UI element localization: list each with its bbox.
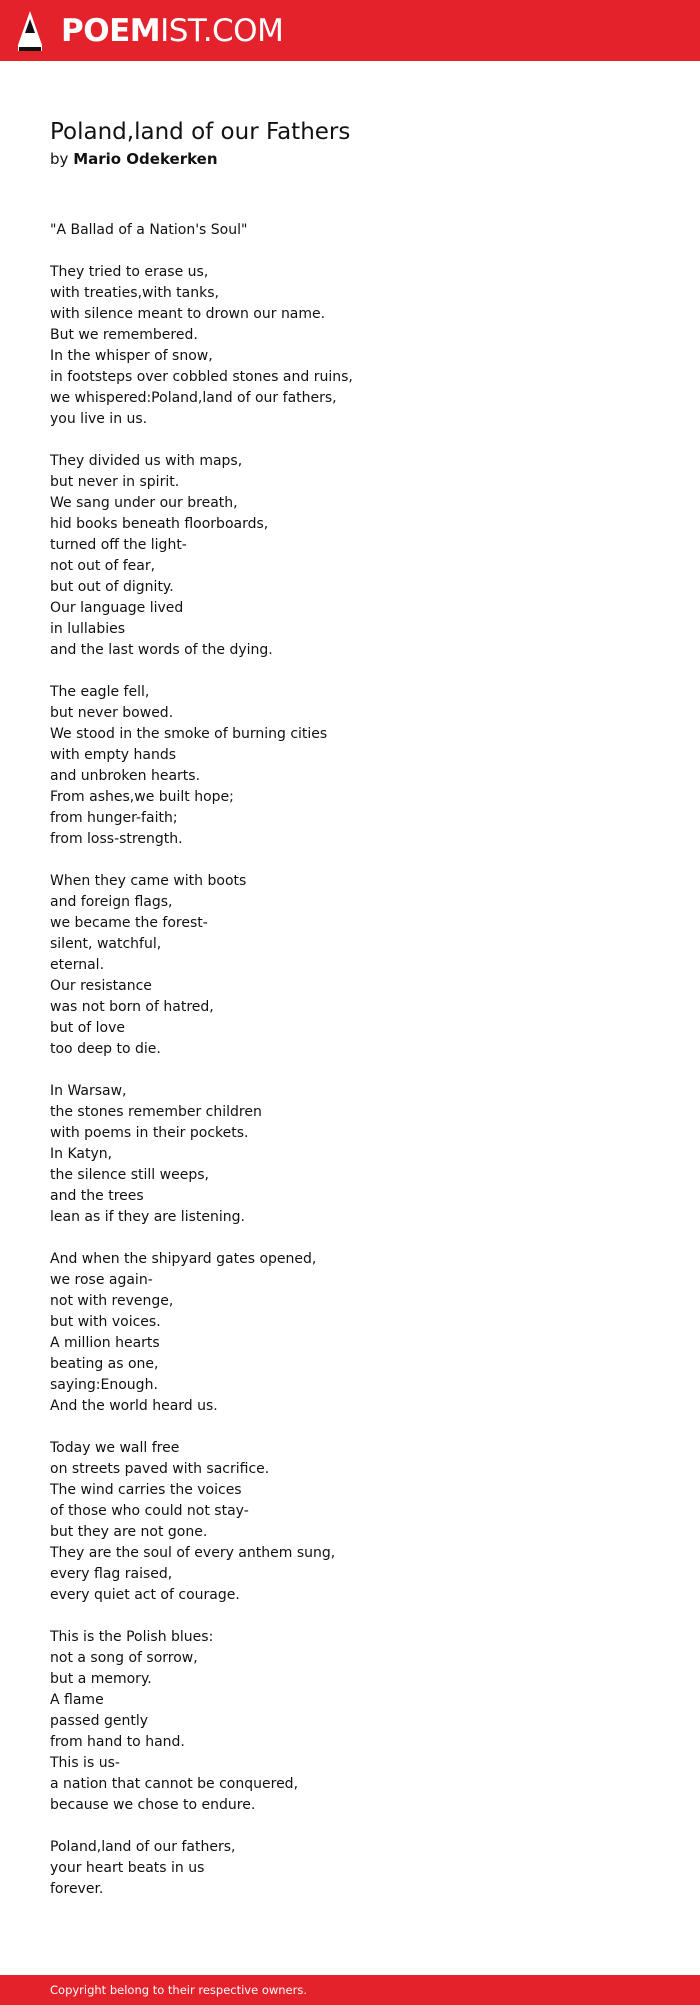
poem-line: every flag raised, xyxy=(50,1566,173,1582)
poem-line: This is the Polish blues: xyxy=(50,1629,214,1645)
poem-line: And the world heard us. xyxy=(50,1398,218,1414)
poem-line: but with voices. xyxy=(50,1314,161,1330)
poem-stanza xyxy=(50,451,650,661)
site-footer xyxy=(0,1975,700,2005)
poem-stanza xyxy=(50,871,650,1060)
poem-stanza xyxy=(50,1249,650,1417)
logo-text-light: IST.COM xyxy=(160,13,284,49)
poem-title: Poland,land of our Fathers xyxy=(50,119,351,145)
poem-line: but a memory. xyxy=(50,1671,152,1687)
poem-body xyxy=(50,220,650,1921)
poem-line: the stones remember children xyxy=(50,1104,262,1120)
poem-line: on streets paved with sacrifice. xyxy=(50,1461,270,1477)
poem-line: but they are not gone. xyxy=(50,1524,208,1540)
poem-line: We sang under our breath, xyxy=(50,495,238,511)
poem-line: Our language lived xyxy=(50,600,184,616)
poem-line: They tried to erase us, xyxy=(50,264,209,280)
poem-line: not out of fear, xyxy=(50,558,156,574)
poem-line: hid books beneath floorboards, xyxy=(50,516,269,532)
poem-line: because we chose to endure. xyxy=(50,1797,256,1813)
poem-line: This is us- xyxy=(50,1755,120,1771)
poem-line: A flame xyxy=(50,1692,104,1708)
poem-line: They divided us with maps, xyxy=(50,453,243,469)
poem-line: and foreign flags, xyxy=(50,894,173,910)
poem-stanza xyxy=(50,262,650,430)
poem-line: from loss-strength. xyxy=(50,831,183,847)
pencil-tip-icon xyxy=(17,11,43,51)
poem-stanza xyxy=(50,1837,650,1900)
poem-line: But we remembered. xyxy=(50,327,198,343)
poem-line: forever. xyxy=(50,1881,104,1897)
poem-line: and unbroken hearts. xyxy=(50,768,201,784)
poem-line: but never in spirit. xyxy=(50,474,180,490)
by-label: by xyxy=(50,150,69,168)
poem-stanza xyxy=(50,682,650,850)
poem-line: with poems in their pockets. xyxy=(50,1125,249,1141)
poem-line: And when the shipyard gates opened, xyxy=(50,1251,317,1267)
site-header xyxy=(0,0,700,61)
byline xyxy=(50,149,218,169)
poem-line: but out of dignity. xyxy=(50,579,174,595)
poem-stanza xyxy=(50,220,650,241)
poem-line: from hunger-faith; xyxy=(50,810,178,826)
poem-line: from hand to hand. xyxy=(50,1734,185,1750)
poem-line: with treaties,with tanks, xyxy=(50,285,219,301)
logo-text-bold: POEM xyxy=(61,13,161,49)
poem-line: and the trees xyxy=(50,1188,144,1204)
poem-stanza xyxy=(50,1438,650,1606)
copyright-text: Copyright belong to their respective owners. xyxy=(50,1983,308,1997)
author-link[interactable]: Mario Odekerken xyxy=(73,150,218,168)
poem-line: of those who could not stay- xyxy=(50,1503,249,1519)
poem-line: your heart beats in us xyxy=(50,1860,205,1876)
poem-line: but never bowed. xyxy=(50,705,174,721)
poem-line: In the whisper of snow, xyxy=(50,348,213,364)
poem-line: every quiet act of courage. xyxy=(50,1587,240,1603)
poem-line: we whispered:Poland,land of our fathers, xyxy=(50,390,337,406)
poem-line: we became the forest- xyxy=(50,915,208,931)
poem-line: with silence meant to drown our name. xyxy=(50,306,326,322)
poem-line: with empty hands xyxy=(50,747,177,763)
poem-line: we rose again- xyxy=(50,1272,153,1288)
site-logo[interactable] xyxy=(17,11,283,51)
poem-line: "A Ballad of a Nation's Soul" xyxy=(50,222,248,238)
poem-line: and the last words of the dying. xyxy=(50,642,273,658)
poem-line: The wind carries the voices xyxy=(50,1482,242,1498)
poem-line: We stood in the smoke of burning cities xyxy=(50,726,328,742)
poem-line: in lullabies xyxy=(50,621,126,637)
poem-line: but of love xyxy=(50,1020,125,1036)
poem-line: They are the soul of every anthem sung, xyxy=(50,1545,336,1561)
poem-line: you live in us. xyxy=(50,411,148,427)
poem-line: In Katyn, xyxy=(50,1146,113,1162)
poem-line: silent, watchful, xyxy=(50,936,162,952)
poem-line: A million hearts xyxy=(50,1335,160,1351)
poem-line: Today we wall free xyxy=(50,1440,180,1456)
poem-line: was not born of hatred, xyxy=(50,999,214,1015)
poem-line: The eagle fell, xyxy=(50,684,150,700)
poem-line: eternal. xyxy=(50,957,105,973)
poem-line: in footsteps over cobbled stones and ruins, xyxy=(50,369,353,385)
poem-line: Our resistance xyxy=(50,978,152,994)
poem-line: When they came with boots xyxy=(50,873,247,889)
poem-line: saying:Enough. xyxy=(50,1377,158,1393)
poem-line: lean as if they are listening. xyxy=(50,1209,245,1225)
poem-line: In Warsaw, xyxy=(50,1083,127,1099)
poem-stanza xyxy=(50,1627,650,1816)
poem-line: Poland,land of our fathers, xyxy=(50,1839,236,1855)
poem-line: a nation that cannot be conquered, xyxy=(50,1776,299,1792)
poem-stanza xyxy=(50,1081,650,1228)
poem-line: not a song of sorrow, xyxy=(50,1650,198,1666)
poem-line: passed gently xyxy=(50,1713,149,1729)
logo-wordmark xyxy=(61,11,283,51)
poem-line: too deep to die. xyxy=(50,1041,161,1057)
poem-line: the silence still weeps, xyxy=(50,1167,209,1183)
poem-line: not with revenge, xyxy=(50,1293,174,1309)
poem-line: turned off the light- xyxy=(50,537,187,553)
poem-line: From ashes,we built hope; xyxy=(50,789,234,805)
poem-line: beating as one, xyxy=(50,1356,159,1372)
